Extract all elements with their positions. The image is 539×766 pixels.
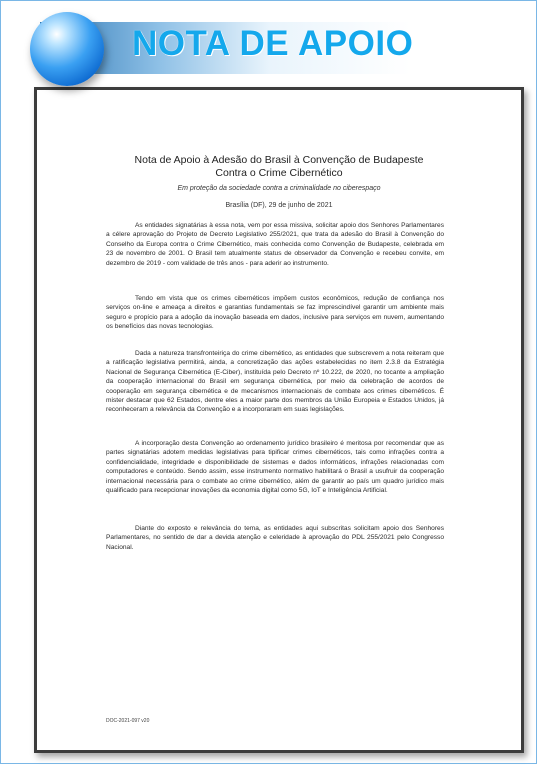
document-code: DOC-2021-097 v20: [106, 718, 150, 724]
document-subtitle: Em proteção da sociedade contra a criminalidade no ciberespaço: [177, 185, 381, 192]
paragraph-1: As entidades signatárias à essa nota, vem por essa missiva, solicitar apoio dos Senhores Parlamentares a célere aprovação do Projeto de Decreto Legislativo 255/2021, que trata da adesão do Brasil à Convenção do Conselho da Europa contra o Crime Cibernético, mais conhecida como Convenção de Budapeste, celebrada em 23 de novembro de 2001. O Brasil tem atualmente status de observador da Convenção e recebeu convite, em dezembro de 2019 - com validade de três anos - para aderir ao instrumento.: [106, 222, 444, 267]
paragraph-2: Tendo em vista que os crimes cibernéticos impõem custos econômicos, redução de confiança nos serviços on-line e ameaça a direitos e garantias fundamentais se faz imprescindível garantir um ambiente mais seguro e propício para a adoção da inovação baseada em dados, inclusive para serviços em nuvem, aumentando os benefícios das novas tecnologias.: [106, 295, 444, 331]
paragraph-5: Diante do exposto e relevância do tema, as entidades aqui subscritas solicitam apoio dos Senhores Parlamentares, no sentido de dar a devida atenção e celeridade à aprovação do PDL 255/2021 pelo Congresso Nacional.: [106, 525, 444, 551]
paragraph-4: A incorporação desta Convenção ao ordenamento jurídico brasileiro é meritosa por recomendar que as partes signatárias adotem medidas legislativas para tipificar crimes cibernéticos, tais como infrações contra a confidencialidade, integridade e disponibilidade de sistemas e dados informáticos, infrações relacionadas com computadores e conteúdo. Sendo assim, esse instrumento normativo habilitará o Brasil a usufruir da cooperação internacional necessária para o combate ao crime cibernético, além de garantir ao país um quadro jurídico mais qualificado para recepcionar inovações da economia digital como 5G, IoT e Inteligência Artificial.: [106, 440, 444, 495]
banner-title: NOTA DE APOIO: [132, 24, 414, 63]
document-title-line-1: Nota de Apoio à Adesão do Brasil à Convenção de Budapeste: [134, 154, 424, 166]
blue-sphere-icon: [30, 12, 104, 86]
paragraph-3: Dada a natureza transfronteiriça do crime cibernético, as entidades que subscrevem a nota reiteram que a ratificação legislativa permitirá, ainda, a concretização das ações estabelecidas no item 2.3.8 da Estratégia Nacional de Segurança Cibernética (E-Ciber), instituída pelo Decreto nº 10.222, de 2020, no tocante a ampliação da cooperação internacional do Brasil em segurança cibernética, por meio da celebração de acordos de cooperação em segurança cibernética e de mecanismos internacionais de combate aos crimes cibernéticos. É mister destacar que 62 Estados, dentre eles a maior parte dos membros da União Europeia e Estados Unidos, já reconheceram a relevância da Convenção e a incorporaram em suas legislações.: [106, 350, 444, 414]
document-title: [37, 154, 521, 180]
document-date: Brasília (DF), 29 de junho de 2021: [225, 202, 333, 209]
document-title-line-2: Contra o Crime Cibernético: [215, 167, 343, 179]
document-sheet: [34, 87, 524, 753]
